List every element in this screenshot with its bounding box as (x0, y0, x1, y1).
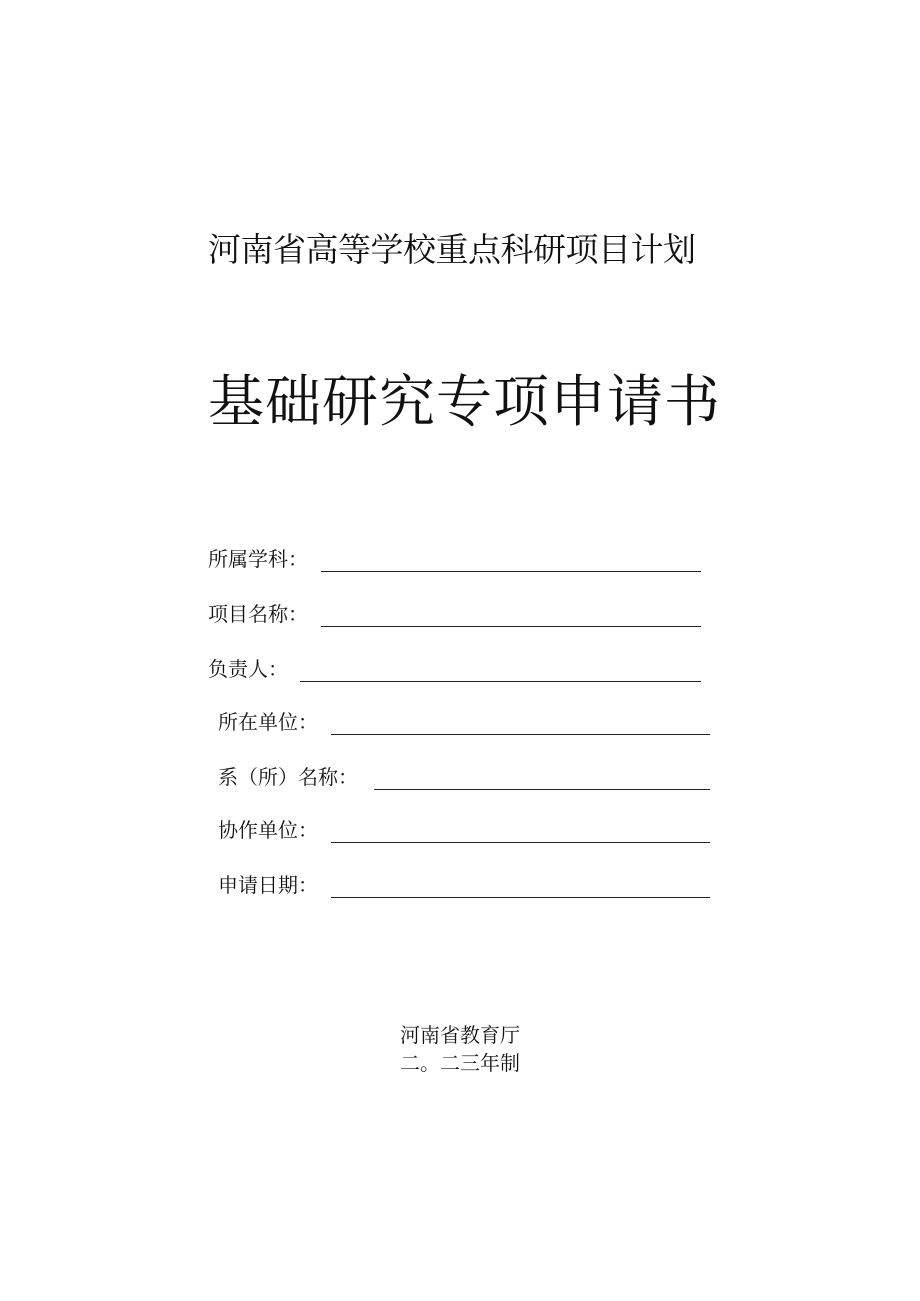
field-department (218, 764, 710, 794)
issue-year: 二。二三年制 (400, 1051, 520, 1075)
field-leader-label: 负责人： (208, 657, 288, 681)
field-project-name-label: 项目名称： (208, 602, 308, 626)
field-unit-line[interactable] (331, 734, 710, 735)
field-application-date-line[interactable] (331, 897, 710, 898)
issuer-name: 河南省教育厅 (400, 1023, 520, 1047)
field-leader (208, 656, 701, 686)
field-partner-unit-line[interactable] (331, 842, 710, 843)
field-unit (218, 709, 710, 739)
field-department-line[interactable] (374, 789, 710, 790)
program-title: 河南省高等学校重点科研项目计划 (208, 230, 696, 269)
field-subject-label: 所属学科： (208, 547, 308, 571)
field-unit-label: 所在单位： (218, 710, 318, 734)
field-partner-unit (218, 817, 710, 847)
field-subject-line[interactable] (321, 571, 701, 572)
field-project-name (208, 601, 701, 631)
field-department-label: 系（所）名称： (218, 765, 358, 789)
field-application-date-label: 申请日期： (218, 873, 318, 897)
field-project-name-line[interactable] (321, 626, 701, 627)
field-subject (208, 546, 701, 576)
field-leader-line[interactable] (300, 681, 701, 682)
field-application-date (218, 872, 710, 902)
form-title: 基础研究专项申请书 (208, 370, 721, 435)
field-partner-unit-label: 协作单位： (218, 818, 318, 842)
